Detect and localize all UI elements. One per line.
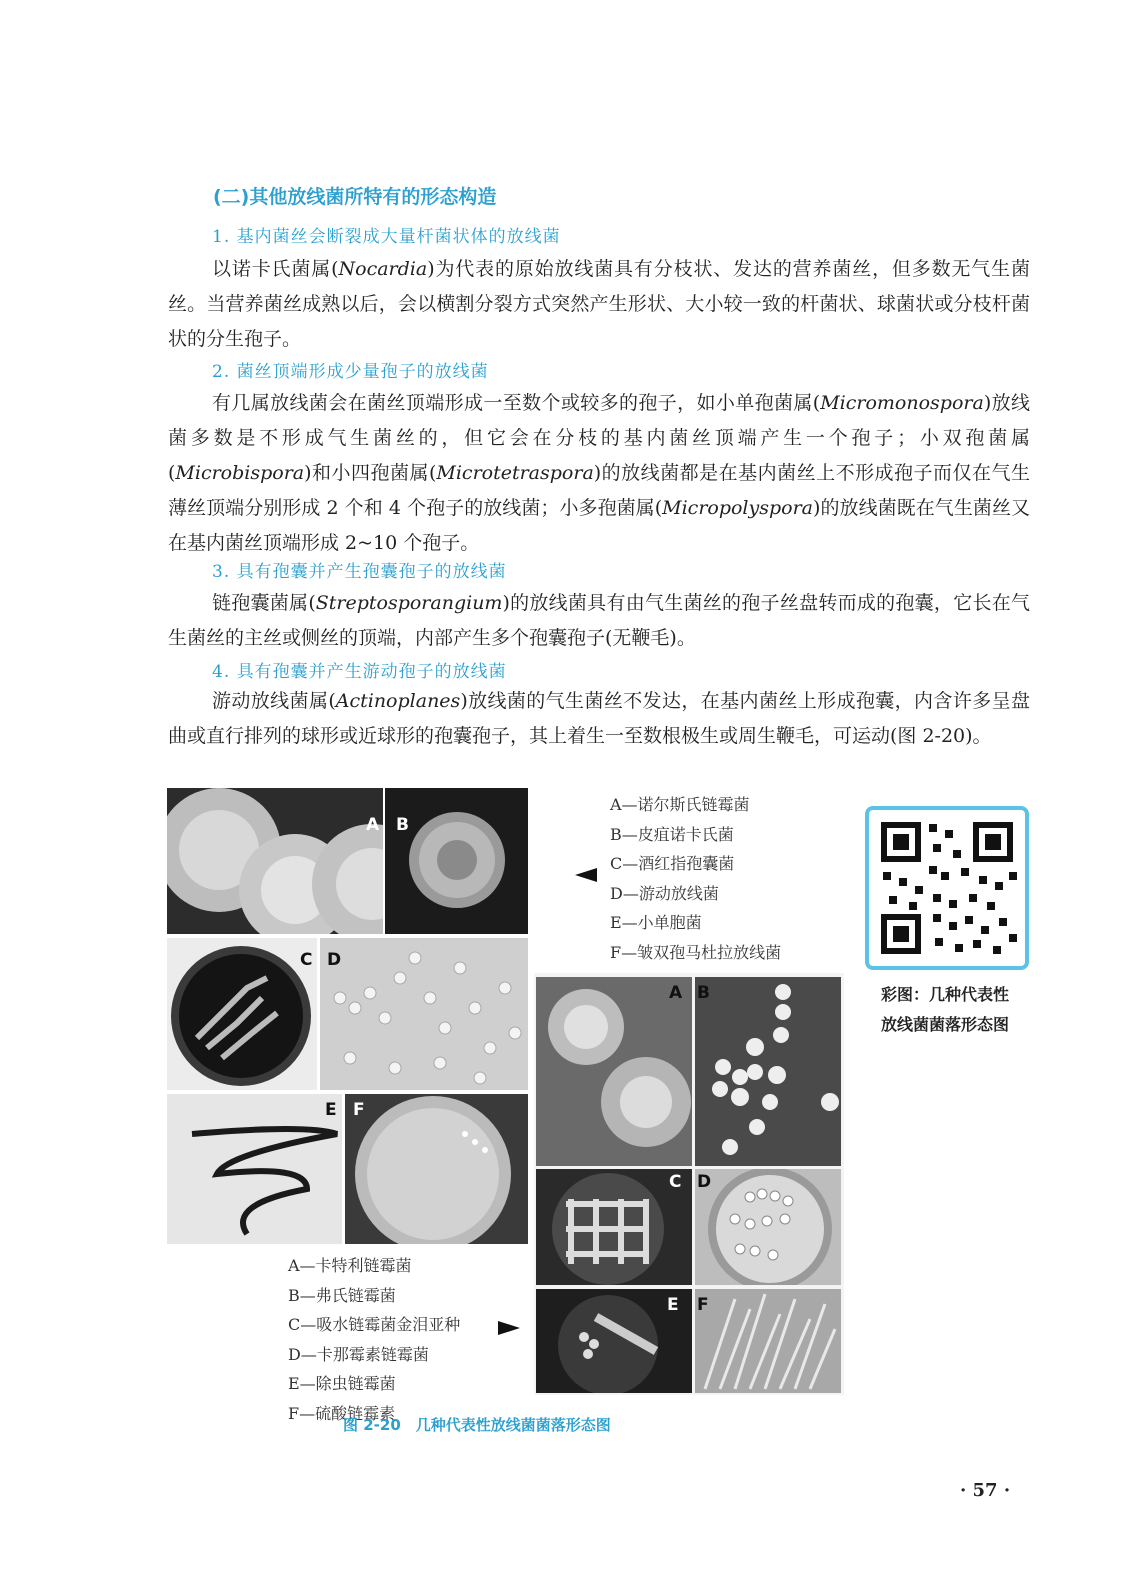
photo-right-d	[695, 1169, 841, 1285]
legend-bottom-item: E—除虫链霉菌	[288, 1374, 396, 1393]
label-left-d: D	[327, 950, 342, 970]
label-left-c: C	[300, 950, 313, 970]
subheading-1: 1. 基内菌丝会断裂成大量杆菌状体的放线菌	[212, 227, 561, 247]
page-number: · 57 ·	[960, 1480, 1011, 1501]
legend-bottom	[288, 1251, 460, 1428]
label-right-e: E	[667, 1295, 679, 1315]
latin-name: Microbispora	[175, 462, 305, 484]
qr-caption-line: 放线菌菌落形态图	[880, 1015, 1009, 1034]
legend-top-item: B—皮疽诺卡氏菌	[610, 824, 734, 844]
legend-bottom-item: B—弗氏链霉菌	[288, 1285, 396, 1305]
latin-name: Micropolyspora	[662, 497, 814, 519]
label-right-d: D	[697, 1172, 712, 1192]
photo-left-f	[345, 1094, 528, 1244]
label-right-a: A	[669, 983, 683, 1003]
qr-caption-line: 彩图：几种代表性	[880, 985, 1009, 1004]
legend-bottom-item: C—吸水链霉菌金泪亚种	[288, 1315, 461, 1334]
photo-left-a	[167, 788, 383, 934]
label-left-f: F	[353, 1100, 365, 1120]
label-left-b: B	[396, 815, 409, 835]
label-left-e: E	[325, 1100, 337, 1120]
photo-left-b	[385, 788, 528, 934]
latin-name: Streptosporangium	[315, 592, 503, 614]
photo-left-c	[167, 938, 317, 1090]
paragraph-3: 链孢囊菌属(Streptosporangium)的放线菌具有由气生菌丝的孢子丝盘转而成的孢囊，它长在气生菌丝的主丝或侧丝的顶端，内部产生多个孢囊孢子(无鞭毛)。	[168, 592, 1030, 649]
latin-name: Microtetraspora	[436, 462, 594, 484]
legend-top-item: A—诺尔斯氏链霉菌	[610, 795, 750, 814]
subheading-4: 4. 具有孢囊并产生游动孢子的放线菌	[212, 662, 507, 682]
qr-caption	[860, 980, 1030, 1040]
subheading-3: 3. 具有孢囊并产生孢囊孢子的放线菌	[212, 562, 507, 582]
legend-top-item: D—游动放线菌	[610, 883, 719, 903]
latin-name: Actinoplanes	[335, 690, 461, 712]
legend-top-item: C—酒红指孢囊菌	[610, 854, 735, 873]
photo-right-b	[695, 977, 841, 1166]
photo-right-a	[536, 977, 692, 1166]
legend-bottom-item: F—硫酸链霉素	[288, 1403, 396, 1423]
label-right-c: C	[669, 1172, 682, 1192]
paragraph-1: 以诺卡氏菌属(Nocardia)为代表的原始放线菌具有分枝状、发达的营养菌丝，但多数无气生菌丝。当营养菌丝成熟以后，会以横割分裂方式突然产生形状、大小较一致的杆菌状、球菌状或分枝杆菌状的分生孢子。	[168, 258, 1030, 350]
figure-caption: 图 2-20 几种代表性放线菌菌落形态图	[343, 1416, 611, 1434]
section-title: (二)其他放线菌所特有的形态构造	[213, 186, 497, 208]
subheading-2: 2. 菌丝顶端形成少量孢子的放线菌	[212, 362, 489, 382]
legend-bottom-item: D—卡那霉素链霉菌	[288, 1344, 429, 1364]
latin-name: Micromonospora	[820, 392, 984, 414]
label-right-f: F	[697, 1295, 709, 1315]
label-left-a: A	[366, 815, 380, 835]
photo-left-e	[167, 1094, 342, 1244]
legend-top-item: E—小单胞菌	[610, 913, 702, 932]
photo-left-d	[320, 938, 528, 1090]
photo-right-f	[695, 1289, 841, 1393]
arrow-right-icon	[498, 1321, 520, 1335]
label-right-b: B	[697, 983, 710, 1003]
qr-code-icon	[869, 810, 1025, 966]
paragraph-4: 游动放线菌属(Actinoplanes)放线菌的气生菌丝不发达，在基内菌丝上形成孢囊，内含许多呈盘曲或直行排列的球形或近球形的孢囊孢子，其上着生一至数根极生或周生鞭毛，可运动(图 2-20)。	[168, 690, 1030, 747]
arrow-left-icon	[575, 868, 597, 882]
latin-name: Nocardia	[338, 258, 428, 280]
legend-top	[610, 790, 781, 967]
legend-bottom-item: A—卡特利链霉菌	[288, 1256, 412, 1275]
legend-top-item: F—皱双孢马杜拉放线菌	[610, 942, 782, 962]
paragraph-2: 有几属放线菌会在菌丝顶端形成一至数个或较多的孢子，如小单孢菌属(Micromonospora)放线菌多数是不形成气生菌丝的，但它会在分枝的基内菌丝顶端产生一个孢子；小双孢菌属(Microbispora)和小四孢菌属(Microtetraspora)的放线菌都是在基内菌丝上不形成孢子而仅在气生薄丝顶端分别形成 2 个和 4 个孢子的放线菌；小多孢菌属(Micropolyspora)的放线菌既在气生菌丝又在基内菌丝顶端形成 2~10 个孢子。	[168, 392, 1030, 554]
qr-code[interactable]	[865, 806, 1029, 970]
